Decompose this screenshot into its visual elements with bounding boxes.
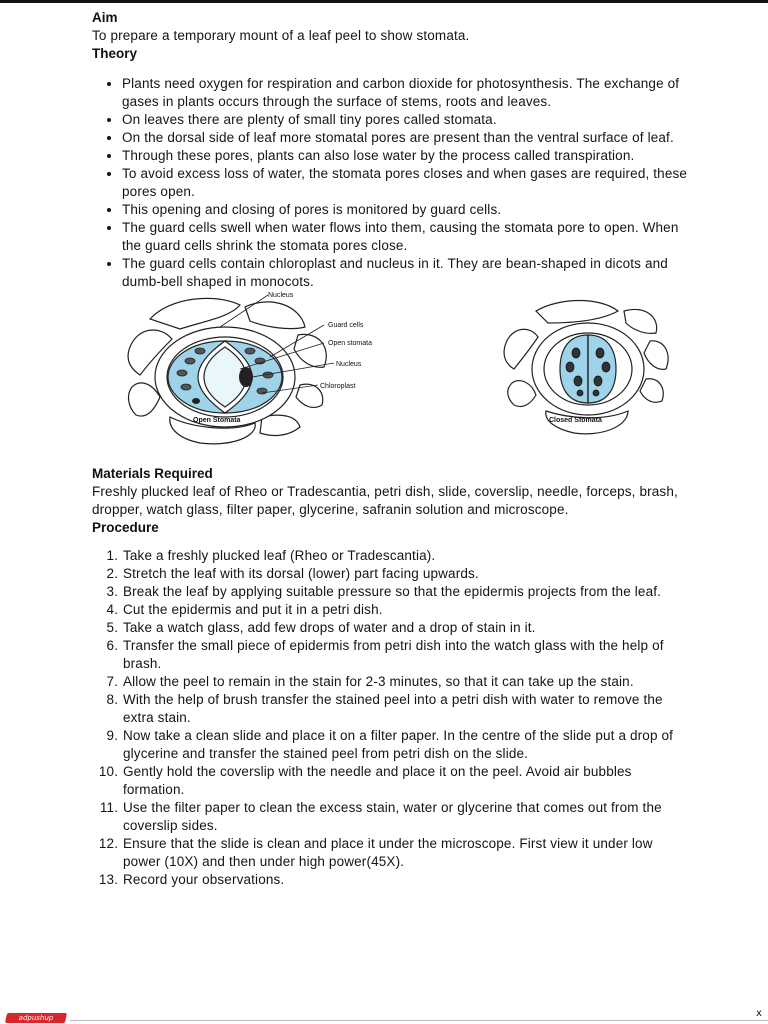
caption-closed-stomata: Closed Stomata <box>549 417 602 424</box>
label-open-stomata: Open stomata <box>328 340 372 347</box>
stomata-illustration <box>0 287 768 465</box>
close-ad-button[interactable]: x <box>756 1008 762 1019</box>
theory-item: • The guard cells swell when water flows into them, causing the stomata pore to open. When the guard cells shrink the stomata pores close. <box>122 219 692 255</box>
chloroplast <box>181 384 191 390</box>
ad-badge[interactable]: adpushup <box>5 1013 67 1023</box>
procedure-step: 4. Cut the epidermis and put it in a petri dish. <box>122 601 692 619</box>
theory-item: • Plants need oxygen for respiration and carbon dioxide for photosynthesis. The exchange of gases in plants occurs through the surface of stems, roots and leaves. <box>122 75 692 111</box>
theory-item: • Through these pores, plants can also lose water by the process called transpiration. <box>122 147 692 165</box>
procedure-step: 8. With the help of brush transfer the stained peel into a petri dish with water to remove the extra stain. <box>122 691 692 727</box>
chloroplast <box>185 358 195 364</box>
closed-stomata-figure <box>504 301 668 434</box>
procedure-step: 7. Allow the peel to remain in the stain for 2-3 minutes, so that it can take up the stain. <box>122 673 692 691</box>
chloroplast <box>602 362 610 372</box>
aim-heading: Aim <box>92 10 118 25</box>
chloroplast <box>566 362 574 372</box>
top-rule <box>0 0 768 3</box>
materials-heading: Materials Required <box>92 466 213 481</box>
procedure-step: 6. Transfer the small piece of epidermis from petri dish into the watch glass with the help of brash. <box>122 637 692 673</box>
theory-item: • On the dorsal side of leaf more stomatal pores are present than the ventral surface of leaf. <box>122 129 692 147</box>
chloroplast <box>577 390 583 396</box>
epidermal-cell <box>508 381 536 407</box>
procedure-step: 12. Ensure that the slide is clean and place it under the microscope. First view it under low power (10X) and then under high power(45X). <box>122 835 692 871</box>
label-guard-cells: Guard cells <box>328 322 364 329</box>
procedure-step: 2. Stretch the leaf with its dorsal (lower) part facing upwards. <box>122 565 692 583</box>
epidermal-cell <box>129 383 160 416</box>
chloroplast <box>593 390 599 396</box>
stomata-diagram <box>92 287 692 465</box>
theory-item: • This opening and closing of pores is monitored by guard cells. <box>122 201 692 219</box>
theory-item: • The guard cells contain chloroplast and nucleus in it. They are bean-shaped in dicots and dumb-bell shaped in monocots. <box>122 255 692 291</box>
aim-text: To prepare a temporary mount of a leaf peel to show stomata. <box>92 28 470 43</box>
procedure-step: 1. Take a freshly plucked leaf (Rheo or Tradescantia). <box>122 547 692 565</box>
procedure-heading: Procedure <box>92 520 159 535</box>
chloroplast <box>596 348 604 358</box>
epidermal-cell <box>150 298 240 329</box>
epidermal-cell <box>245 302 305 329</box>
procedure-step: 3. Break the leaf by applying suitable pressure so that the epidermis projects from the leaf. <box>122 583 692 601</box>
nucleus <box>239 367 253 387</box>
theory-item: • On leaves there are plenty of small tiny pores called stomata. <box>122 111 692 129</box>
epidermal-cell <box>644 341 668 369</box>
procedure-step: 10. Gently hold the coverslip with the needle and place it on the peel. Avoid air bubbles formation. <box>122 763 692 799</box>
chloroplast <box>257 388 267 394</box>
materials-text: Freshly plucked leaf of Rheo or Tradescantia, petri dish, slide, coverslip, needle, forceps, brash, dropper, watch glass, filter paper, glycerine, safranin solution and microscope. <box>92 484 678 517</box>
chloroplast <box>177 370 187 376</box>
nucleus <box>192 398 200 404</box>
label-nucleus: Nucleus <box>336 361 362 368</box>
chloroplast <box>594 376 602 386</box>
procedure-list <box>92 547 692 889</box>
chloroplast <box>574 376 582 386</box>
theory-list <box>92 75 692 291</box>
theory-item: • To avoid excess loss of water, the stomata pores closes and when gases are required, these pores open. <box>122 165 692 201</box>
epidermal-cell <box>536 301 618 324</box>
label-nucleus-top: Nucleus <box>268 292 294 299</box>
procedure-step: 11. Use the filter paper to clean the excess stain, water or glycerine that comes out from the coverslip sides. <box>122 799 692 835</box>
epidermal-cell <box>624 309 657 333</box>
procedure-step: 13. Record your observations. <box>122 871 692 889</box>
document-page <box>92 9 692 889</box>
footer-divider <box>70 1020 768 1021</box>
label-chloroplast: Chloroplast <box>320 383 356 390</box>
chloroplast <box>245 348 255 354</box>
chloroplast <box>572 348 580 358</box>
procedure-step: 9. Now take a clean slide and place it on a filter paper. In the centre of the slide put a drop of glycerine and transfer the stained peel from petri dish on the slide. <box>122 727 692 763</box>
procedure-step: 5. Take a watch glass, add few drops of water and a drop of stain in it. <box>122 619 692 637</box>
epidermal-cell <box>640 379 663 402</box>
caption-open-stomata: Open Stomata <box>193 417 241 424</box>
chloroplast <box>195 348 205 354</box>
theory-heading: Theory <box>92 46 138 61</box>
